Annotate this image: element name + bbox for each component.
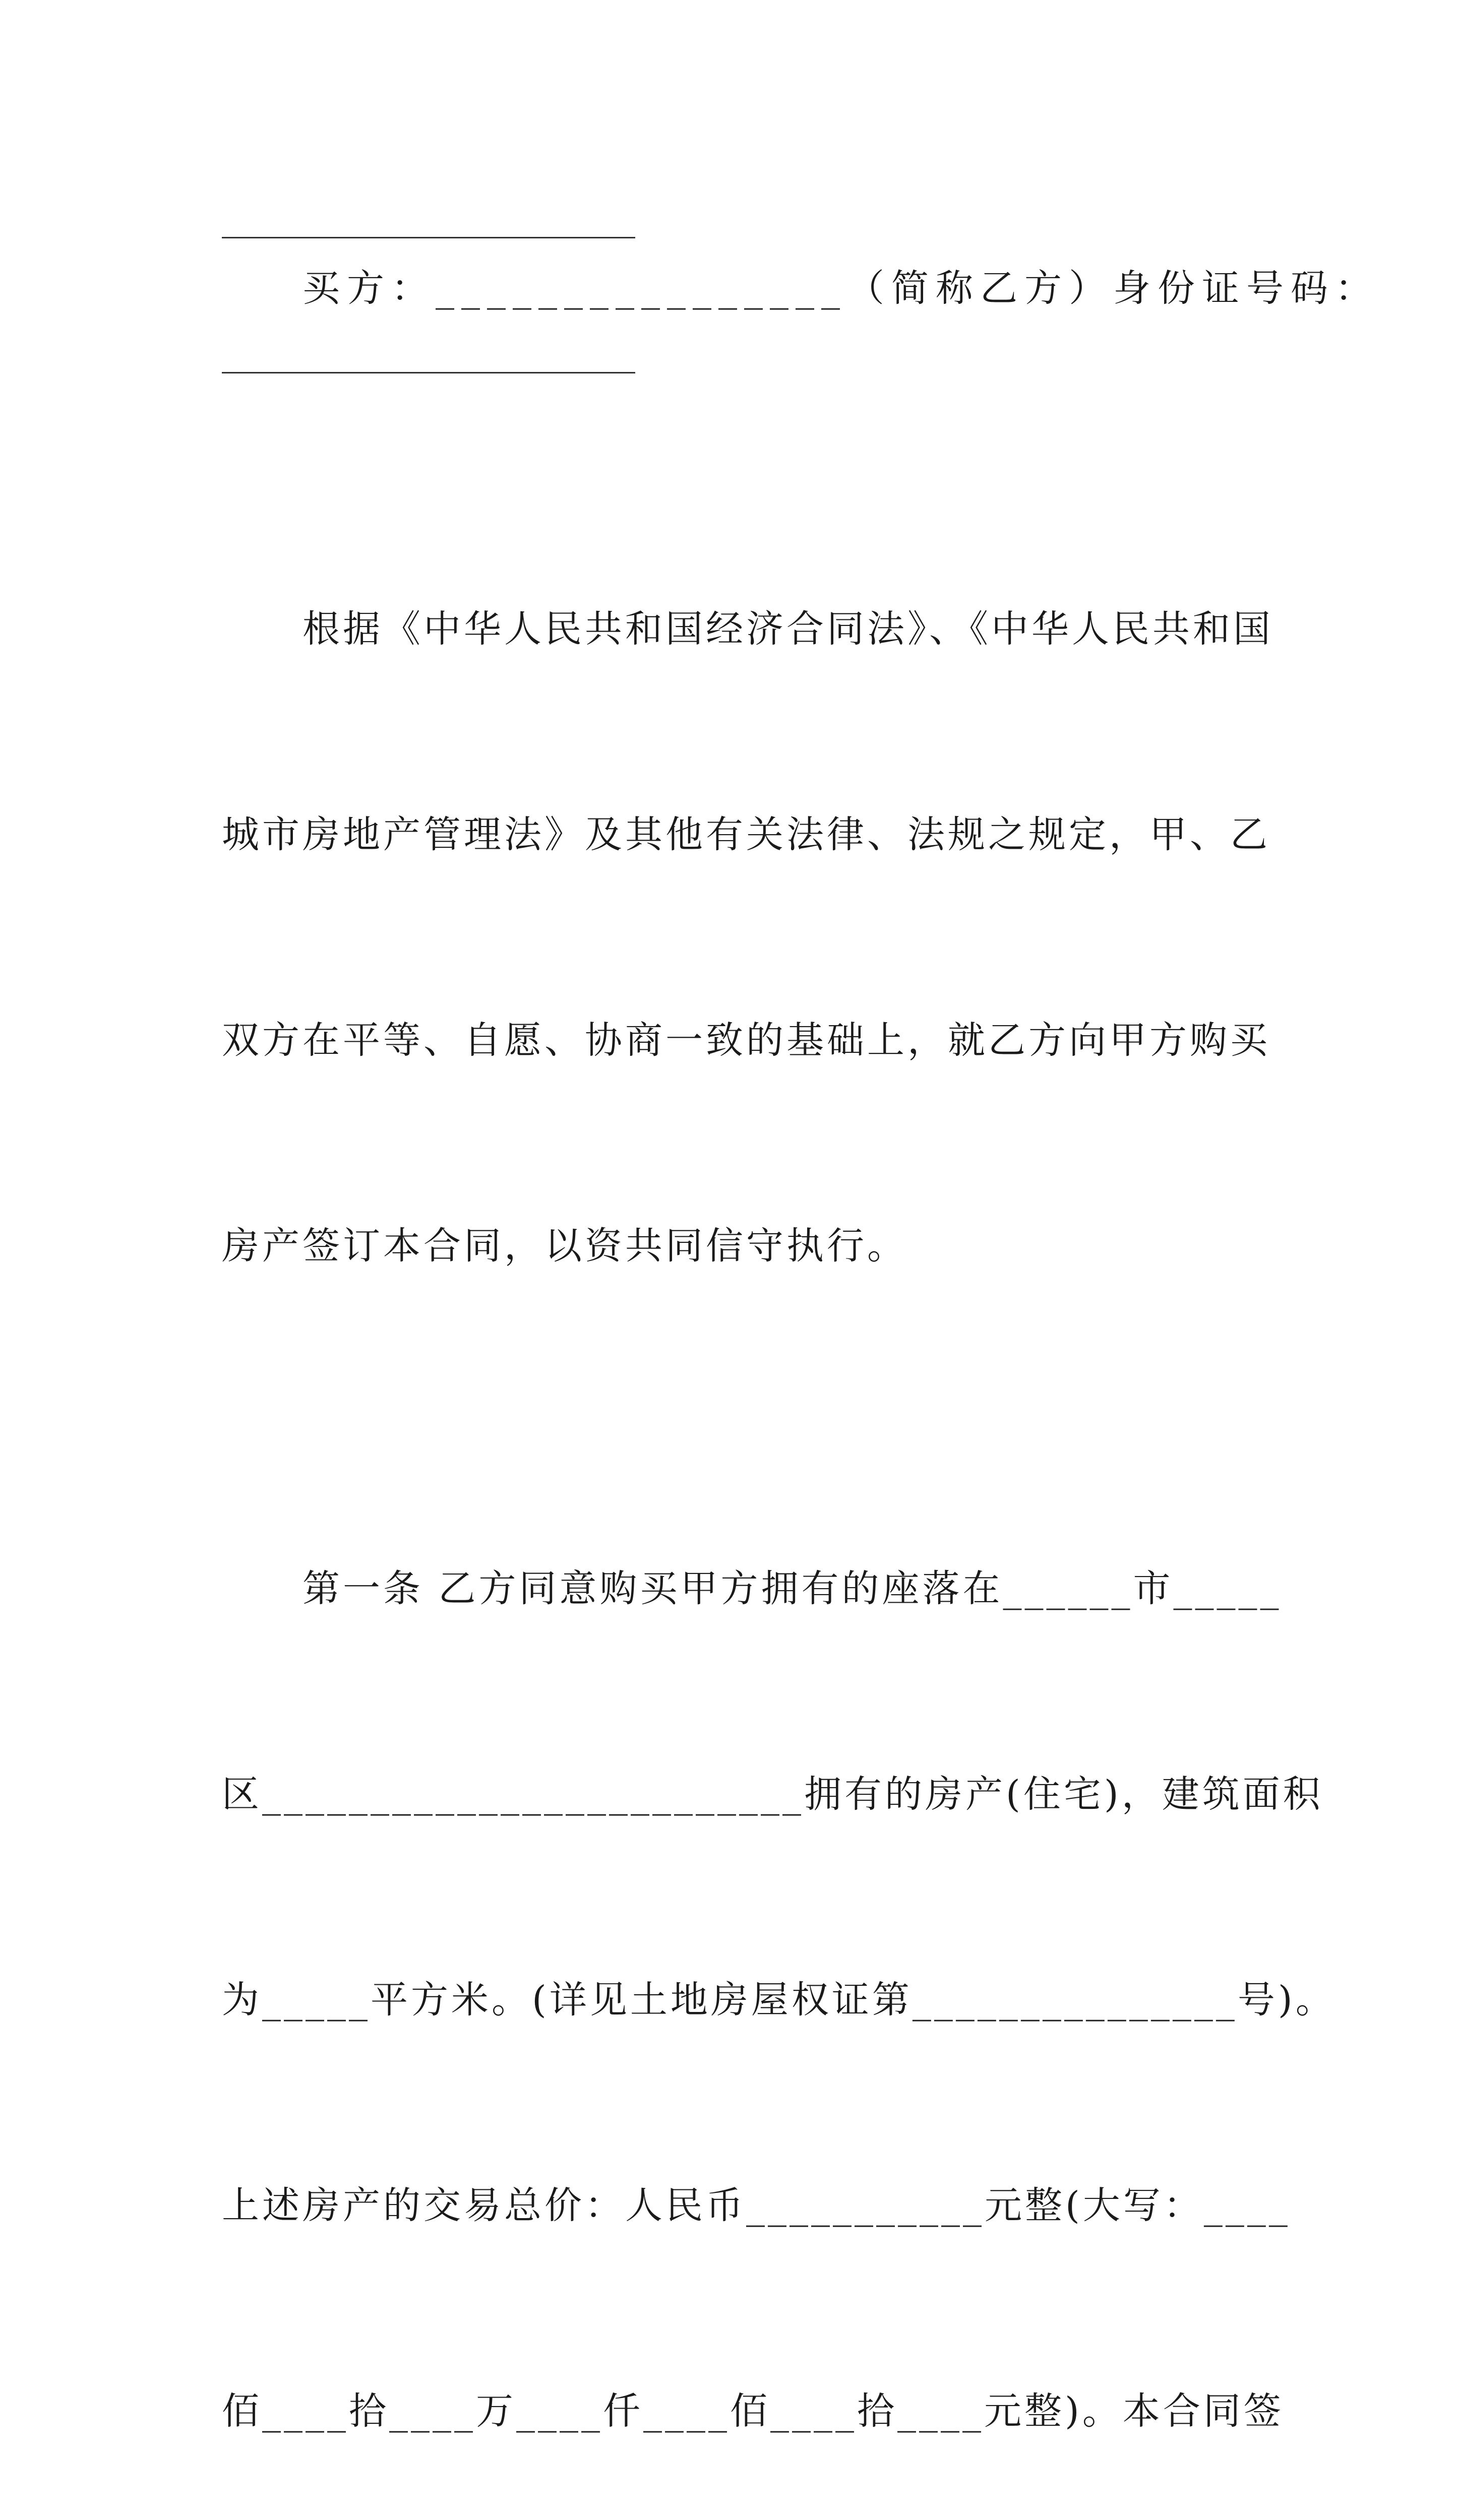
- article-1-line: 上述房产的交易总价：人民币___________元整(大写：____: [222, 2184, 1291, 2227]
- article-1-line: 第一条 乙方同意购买甲方拥有的座落在______市_____: [302, 1567, 1282, 1610]
- paragraph-line: 房产签订本合同，以资共同信守执行。: [222, 1224, 907, 1268]
- buyer-id-underline: [222, 372, 635, 373]
- article-1-line: 为_____平方米。(详见土地房屋权证第_______________号)。: [222, 1978, 1336, 2022]
- contract-body: [222, 389, 1336, 2520]
- top-blank-underline: [222, 237, 635, 238]
- paragraph-line: 城市房地产管理法》及其他有关法律、法规之规定，甲、乙: [222, 813, 1270, 856]
- buyer-line: 买方：________________（简称乙方）身份证号码：: [302, 267, 1379, 310]
- paragraph-line: 双方在平等、自愿、协商一致的基础上，就乙方向甲方购买: [222, 1019, 1270, 1062]
- paragraph-line: 根据《中华人民共和国经济合同法》、《中华人民共和国: [302, 607, 1273, 651]
- article-1-line: 佰____拾____万____仟____佰____拾____元整)。本合同签: [222, 2389, 1284, 2433]
- article-1-line: 区_________________________拥有的房产(住宅)，建筑面积: [222, 1773, 1323, 1816]
